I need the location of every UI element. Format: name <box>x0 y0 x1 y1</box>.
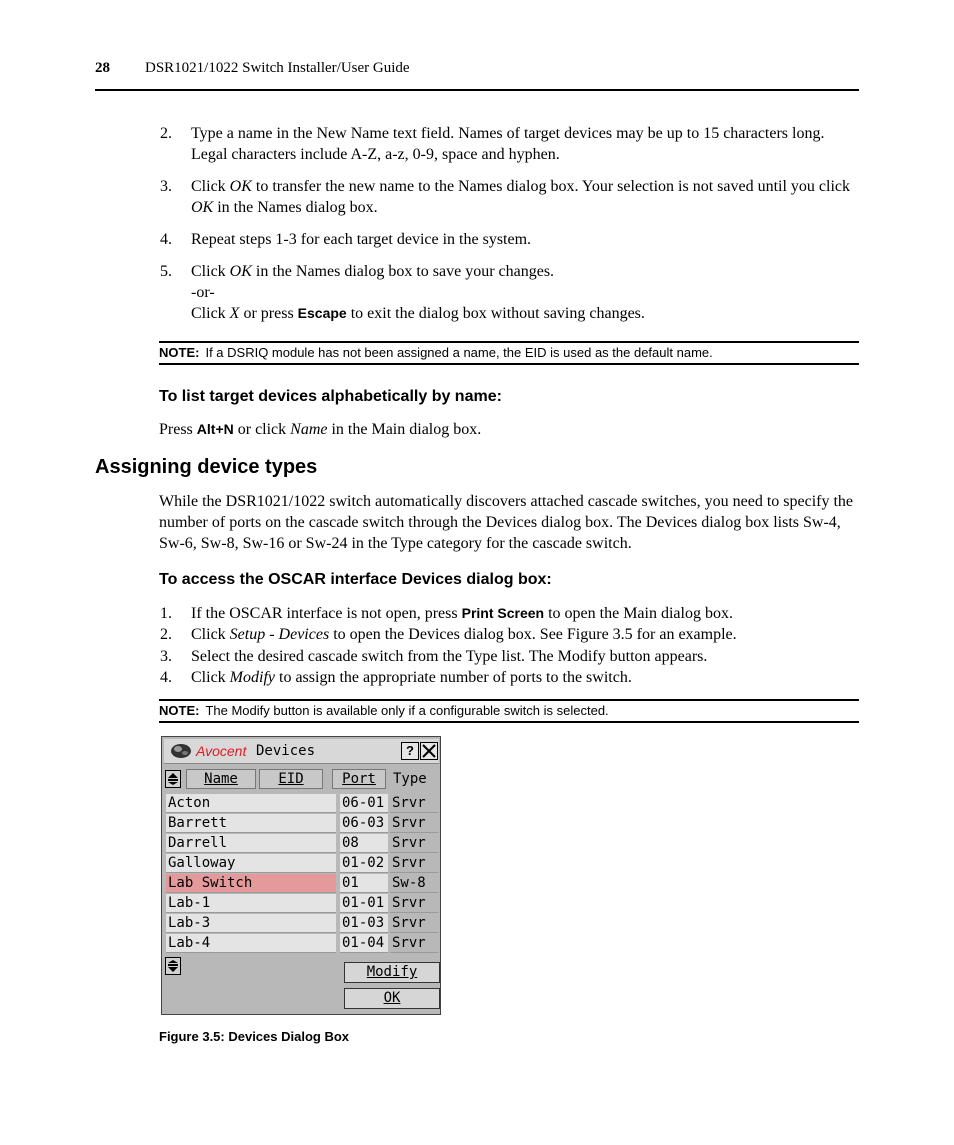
step-text: Click OK to transfer the new name to the Names dialog box. Your selection is not saved until you click OK in the Names dialog box. <box>191 178 851 216</box>
device-port-cell: 06-01 <box>340 794 388 813</box>
scroll-bottom-button[interactable] <box>165 957 181 975</box>
column-port-button[interactable] <box>332 769 386 789</box>
close-icon <box>421 743 437 759</box>
device-type-cell: Srvr <box>390 794 438 813</box>
step-number: 3. <box>160 178 172 195</box>
paragraph-press-alt-n: Press Alt+N or click Name in the Main dialog box. <box>159 421 482 438</box>
device-name-cell: Lab-1 <box>166 894 336 913</box>
step-number: 1. <box>160 605 172 622</box>
column-type-label: Type <box>393 771 427 787</box>
subheading-access-devices: To access the OSCAR interface Devices dialog box: <box>159 571 552 588</box>
step-number: 4. <box>160 231 172 248</box>
dialog-titlebar <box>164 739 439 764</box>
step-text: If the OSCAR interface is not open, press Print Screen to open the Main dialog box. <box>191 605 733 622</box>
device-port-cell: 06-03 <box>340 814 388 833</box>
device-type-cell: Srvr <box>390 834 438 853</box>
dialog-title: Devices <box>256 743 316 759</box>
section-title: Assigning device types <box>95 456 318 478</box>
step-number: 4. <box>160 669 172 686</box>
device-type-cell: Srvr <box>390 814 438 833</box>
device-port-cell: 01-01 <box>340 894 388 913</box>
page-number: 28 <box>95 60 110 76</box>
help-button[interactable]: ? <box>401 742 419 760</box>
column-eid-button[interactable] <box>259 769 323 789</box>
paragraph-device-types: While the DSR1021/1022 switch automatically discovers attached cascade switches, you need to specify the number of ports on the cascade switch through the Devices dialog box. The Devices dialog box lists Sw-4, Sw-6, Sw-8, Sw-16 or Sw-24 in the Type category for the cascade switch. <box>159 493 854 552</box>
close-button[interactable] <box>420 742 438 760</box>
ok-button[interactable] <box>344 988 440 1009</box>
modify-button[interactable] <box>344 962 440 983</box>
note-label: NOTE: <box>159 703 200 718</box>
column-name-button[interactable] <box>186 769 256 789</box>
device-name-cell: Lab-3 <box>166 914 336 933</box>
note-modify-button <box>159 699 859 723</box>
device-port-cell: 01 <box>340 874 388 893</box>
step-number: 2. <box>160 125 172 142</box>
step-text: Repeat steps 1-3 for each target device in the system. <box>191 231 532 248</box>
device-type-cell: Srvr <box>390 934 438 953</box>
column-name-label: Name <box>204 771 238 787</box>
table-row[interactable] <box>166 814 438 834</box>
step-number: 3. <box>160 648 172 665</box>
step-text: Click OK in the Names dialog box to save your changes. -or- Click X or press Escape to exit the dialog box without saving changes. <box>191 263 645 322</box>
figure-caption: Figure 3.5: Devices Dialog Box <box>159 1029 350 1044</box>
table-row[interactable] <box>166 894 438 914</box>
device-name-cell: Lab-4 <box>166 934 336 953</box>
device-name-cell: Barrett <box>166 814 336 833</box>
device-name-cell: Acton <box>166 794 336 813</box>
step-number: 5. <box>160 263 172 280</box>
subheading-list-alphabetically: To list target devices alphabetically by name: <box>159 388 502 405</box>
table-row[interactable] <box>166 794 438 814</box>
step-text: Type a name in the New Name text field. Names of target devices may be up to 15 characters long. Legal characters include A-Z, a-z, 0-9, space and hyphen. <box>191 125 825 163</box>
step-number: 2. <box>160 626 172 643</box>
device-name-cell: Lab Switch <box>166 874 336 893</box>
modify-label: Modify <box>366 964 418 980</box>
table-row[interactable] <box>166 874 438 894</box>
note-label: NOTE: <box>159 345 200 360</box>
device-port-cell: 01-04 <box>340 934 388 953</box>
header-rule <box>95 89 859 91</box>
note-text: If a DSRIQ module has not been assigned a name, the EID is used as the default name. <box>205 345 713 360</box>
running-header: DSR1021/1022 Switch Installer/User Guide <box>145 60 410 76</box>
device-port-cell: 01-02 <box>340 854 388 873</box>
table-row[interactable] <box>166 914 438 934</box>
sort-down-icon <box>166 958 180 974</box>
step-text: Click Modify to assign the appropriate number of ports to the switch. <box>191 669 632 686</box>
step-text: Click Setup - Devices to open the Devices dialog box. See Figure 3.5 for an example. <box>191 626 737 643</box>
device-name-cell: Galloway <box>166 854 336 873</box>
device-name-cell: Darrell <box>166 834 336 853</box>
ok-label: OK <box>383 990 401 1006</box>
table-row[interactable] <box>166 854 438 874</box>
table-row[interactable] <box>166 934 438 954</box>
brand-logo-text: Avocent <box>196 743 247 759</box>
devices-dialog <box>161 736 441 1015</box>
avocent-logo-icon <box>170 743 192 759</box>
scroll-top-button[interactable] <box>165 770 181 788</box>
device-type-cell: Srvr <box>390 914 438 933</box>
note-text: The Modify button is available only if a configurable switch is selected. <box>205 703 609 718</box>
device-type-cell: Sw-8 <box>390 874 438 893</box>
device-type-cell: Srvr <box>390 894 438 913</box>
device-port-cell: 01-03 <box>340 914 388 933</box>
device-type-cell: Srvr <box>390 854 438 873</box>
device-port-cell: 08 <box>340 834 388 853</box>
step-text: Select the desired cascade switch from the Type list. The Modify button appears. <box>191 648 708 665</box>
column-port-label: Port <box>342 771 376 787</box>
column-eid-label: EID <box>278 771 304 787</box>
sort-up-icon <box>166 771 180 787</box>
table-row[interactable] <box>166 834 438 854</box>
note-default-name <box>159 341 859 365</box>
